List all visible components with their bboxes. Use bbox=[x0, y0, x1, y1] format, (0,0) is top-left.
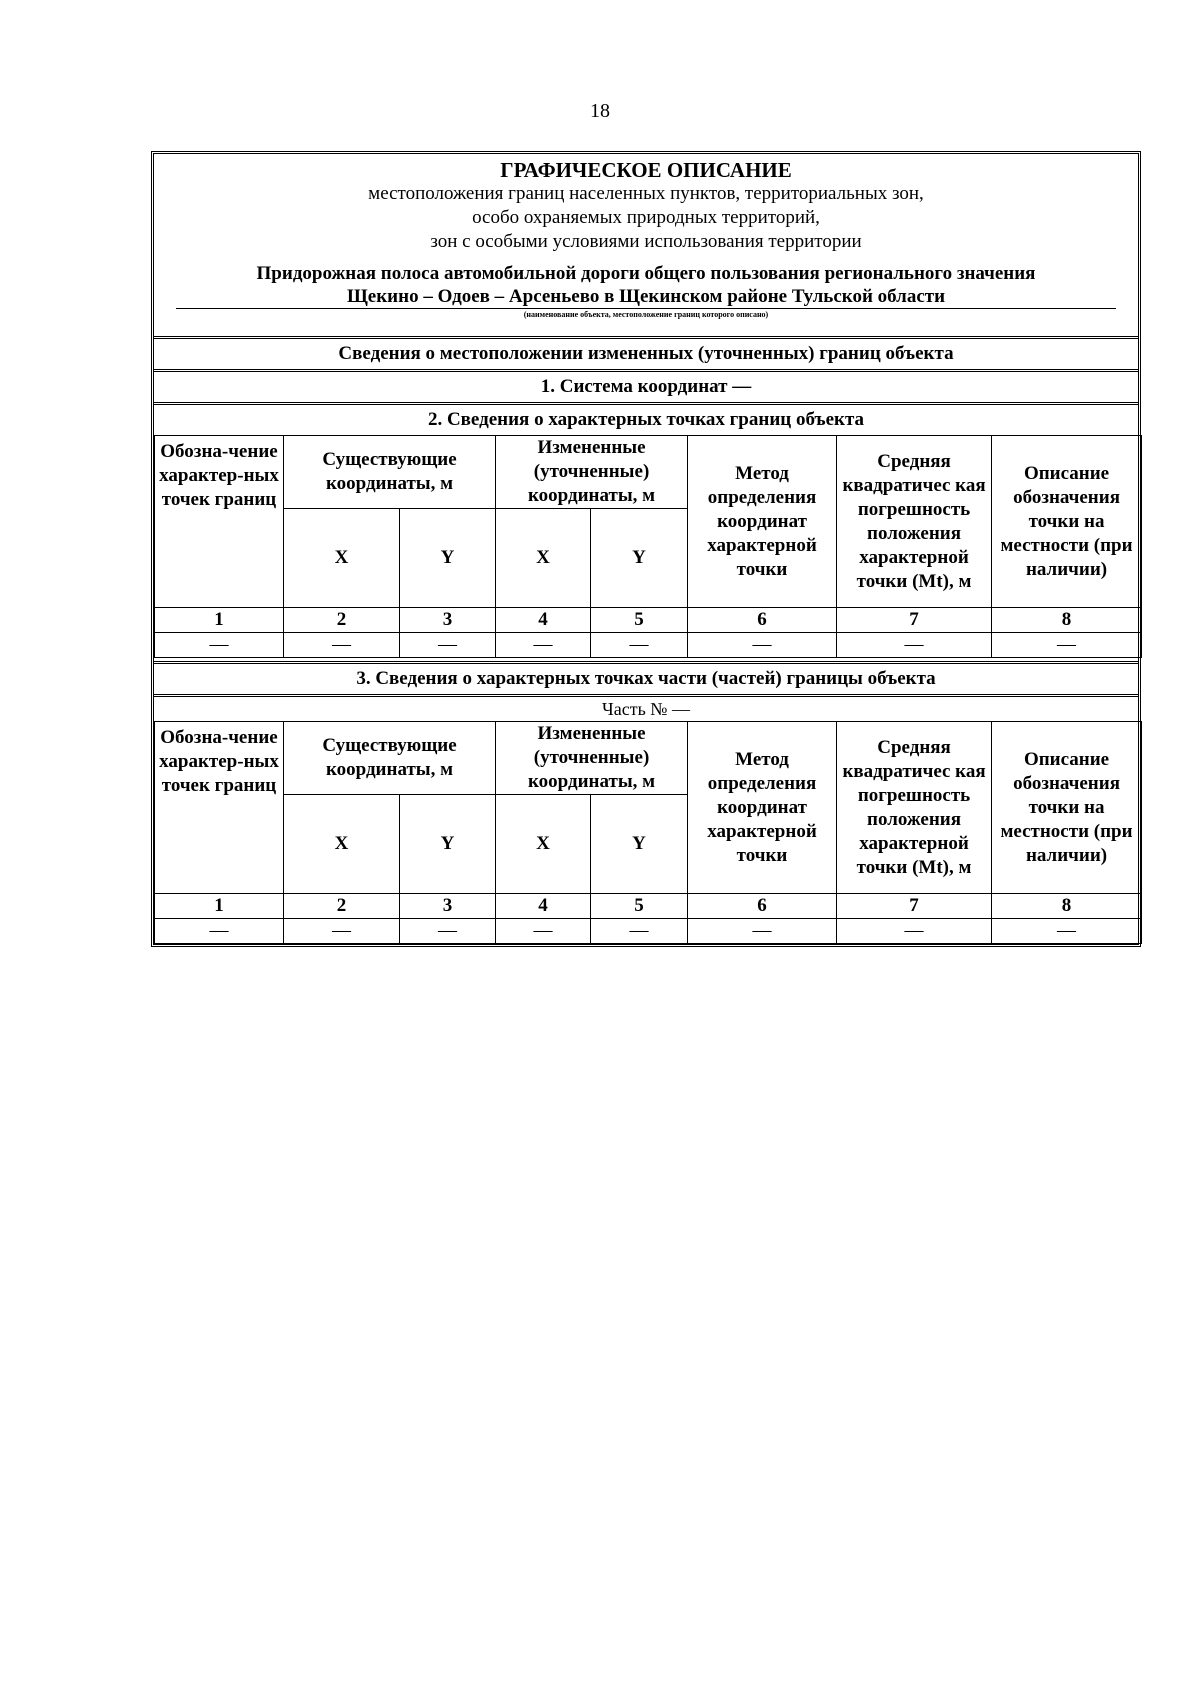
col-changed-header: Измененные (уточненные) координаты, м bbox=[496, 722, 688, 795]
object-name-line-1: Придорожная полоса автомобильной дороги общего пользования регионального значения bbox=[256, 263, 1036, 284]
table-cell: — bbox=[591, 633, 688, 658]
col-number: 2 bbox=[284, 608, 400, 633]
table-cell: — bbox=[155, 919, 284, 944]
col-number: 7 bbox=[837, 894, 992, 919]
col-existing-y: Y bbox=[400, 795, 496, 894]
table-cell: — bbox=[837, 919, 992, 944]
table-row bbox=[155, 919, 1142, 944]
column-number-row bbox=[155, 608, 1142, 633]
subtitle-line-1: местоположения границ населенных пунктов, территориальных зон, bbox=[368, 183, 924, 204]
table-cell: — bbox=[284, 633, 400, 658]
col-changed-y: Y bbox=[591, 509, 688, 608]
col-existing-header: Существующие координаты, м bbox=[284, 722, 496, 795]
col-description-header: Описание обозначения точки на местности (при наличии) bbox=[992, 436, 1142, 608]
col-number: 1 bbox=[155, 894, 284, 919]
col-designation-header: Обозна-чение характер-ных точек границ bbox=[155, 436, 284, 608]
col-existing-x: X bbox=[284, 795, 400, 894]
table-cell: — bbox=[992, 633, 1142, 658]
col-existing-x: X bbox=[284, 509, 400, 608]
col-number: 8 bbox=[992, 608, 1142, 633]
col-existing-header: Существующие координаты, м bbox=[284, 436, 496, 509]
object-name-note: (наименование объекта, местоположение границ которого описано) bbox=[523, 310, 769, 319]
col-designation-header: Обозна-чение характер-ных точек границ bbox=[155, 722, 284, 894]
col-accuracy-header: Средняя квадратичес кая погрешность положения характерной точки (Mt), м bbox=[837, 436, 992, 608]
col-number: 4 bbox=[496, 608, 591, 633]
col-method-header: Метод определения координат характерной точки bbox=[688, 436, 837, 608]
section-parts-heading: 3. Сведения о характерных точках части (частей) границы объекта bbox=[154, 661, 1138, 694]
col-accuracy-header: Средняя квадратичес кая погрешность положения характерной точки (Mt), м bbox=[837, 722, 992, 894]
header-block bbox=[154, 154, 1138, 326]
col-changed-x: X bbox=[496, 509, 591, 608]
table-row bbox=[155, 633, 1142, 658]
table-cell: — bbox=[400, 919, 496, 944]
table-header-row bbox=[155, 436, 1142, 509]
table-cell: — bbox=[688, 919, 837, 944]
col-changed-x: X bbox=[496, 795, 591, 894]
part-label: Часть № — bbox=[154, 694, 1138, 721]
col-number: 6 bbox=[688, 894, 837, 919]
table-cell: — bbox=[400, 633, 496, 658]
col-number: 8 bbox=[992, 894, 1142, 919]
section-coordinate-system: 1. Система координат — bbox=[154, 369, 1138, 402]
table-cell: — bbox=[591, 919, 688, 944]
subtitle-line-2: особо охраняемых природных территорий, bbox=[472, 207, 820, 228]
points-table bbox=[154, 435, 1142, 658]
col-number: 1 bbox=[155, 608, 284, 633]
table-cell: — bbox=[837, 633, 992, 658]
section-changed-heading: Сведения о местоположении измененных (уточненных) границ объекта bbox=[154, 336, 1138, 369]
document-title: ГРАФИЧЕСКОЕ ОПИСАНИЕ bbox=[500, 158, 792, 182]
col-changed-header: Измененные (уточненные) координаты, м bbox=[496, 436, 688, 509]
col-number: 5 bbox=[591, 608, 688, 633]
col-number: 7 bbox=[837, 608, 992, 633]
col-number: 5 bbox=[591, 894, 688, 919]
object-name-underline bbox=[176, 285, 1116, 309]
table-cell: — bbox=[688, 633, 837, 658]
col-number: 2 bbox=[284, 894, 400, 919]
subtitle-line-3: зон с особыми условиями использования территории bbox=[430, 231, 862, 252]
section-points-heading: 2. Сведения о характерных точках границ объекта bbox=[154, 402, 1138, 435]
col-changed-y: Y bbox=[591, 795, 688, 894]
table-header-row bbox=[155, 722, 1142, 795]
col-method-header: Метод определения координат характерной точки bbox=[688, 722, 837, 894]
col-number: 4 bbox=[496, 894, 591, 919]
table-cell: — bbox=[284, 919, 400, 944]
col-description-header: Описание обозначения точки на местности (при наличии) bbox=[992, 722, 1142, 894]
table-cell: — bbox=[496, 919, 591, 944]
column-number-row bbox=[155, 894, 1142, 919]
document-frame bbox=[151, 151, 1141, 947]
table-cell: — bbox=[155, 633, 284, 658]
part-points-table bbox=[154, 721, 1142, 944]
page-number: 18 bbox=[590, 100, 610, 122]
col-number: 3 bbox=[400, 894, 496, 919]
table-cell: — bbox=[992, 919, 1142, 944]
col-number: 6 bbox=[688, 608, 837, 633]
col-number: 3 bbox=[400, 608, 496, 633]
col-existing-y: Y bbox=[400, 509, 496, 608]
table-cell: — bbox=[496, 633, 591, 658]
object-name-line-2: Щекино – Одоев – Арсеньево в Щекинском районе Тульской области bbox=[346, 286, 946, 307]
